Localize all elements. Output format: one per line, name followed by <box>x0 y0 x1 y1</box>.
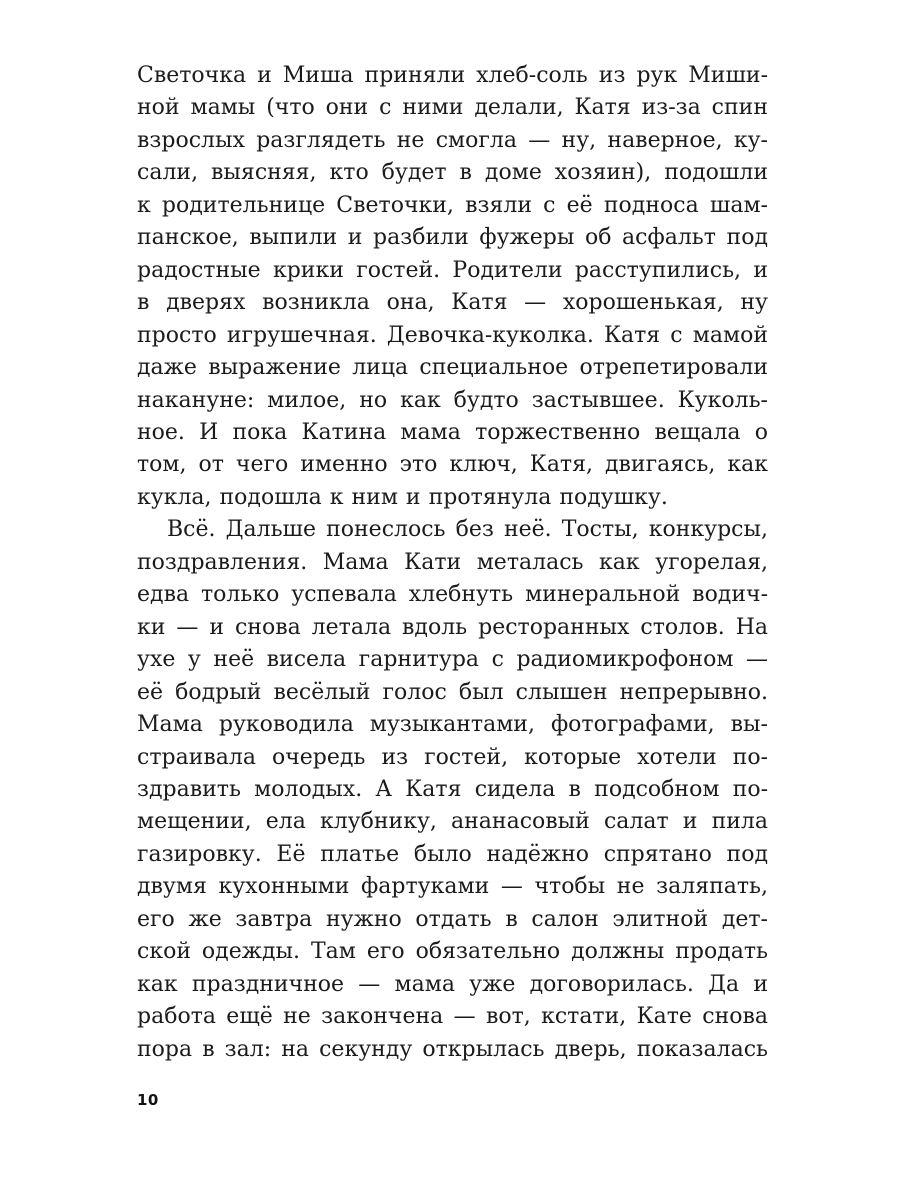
page-number: 10 <box>137 1091 159 1109</box>
text-line: ки — и снова летала вдоль ресторанных столов. На <box>137 614 768 640</box>
text-line: поздравления. Мама Кати металась как угорелая, <box>137 549 768 575</box>
text-line: работа ещё не закончена — вот, кстати, Кате снова <box>137 1004 768 1030</box>
page-text <box>137 60 768 1066</box>
text-line: том, от чего именно это ключ, Катя, двигаясь, как <box>137 452 768 478</box>
text-line: его же завтра нужно отдать в салон элитной дет- <box>137 906 768 932</box>
text-line: кукла, подошла к ним и протянула подушку. <box>137 484 668 510</box>
text-line: Всё. Дальше понеслось без неё. Тосты, конкурсы, <box>167 517 768 543</box>
text-line: двумя кухонными фартуками — чтобы не заляпать, <box>137 874 768 900</box>
text-line: ное. И пока Катина мама торжественно вещала о <box>137 419 768 445</box>
text-line: её бодрый весёлый голос был слышен непрерывно. <box>137 679 768 705</box>
text-line: как праздничное — мама уже договорилась. Да и <box>137 971 768 997</box>
text-line: взрослых разглядеть не смогла — ну, наверное, ку- <box>137 127 768 153</box>
text-line: накануне: милое, но как будто застывшее. Куколь- <box>137 387 768 413</box>
text-line: пора в зал: на секунду открылась дверь, показалась <box>137 1036 768 1062</box>
text-line: мещении, ела клубнику, ананасовый салат и пила <box>137 809 768 835</box>
text-line: сали, выясняя, кто будет в доме хозяин), подошли <box>137 160 768 186</box>
text-line: даже выражение лица специальное отрепетировали <box>137 355 768 381</box>
text-line: ской одежды. Там его обязательно должны продать <box>137 939 768 965</box>
text-line: Мама руководила музыкантами, фотографами, вы- <box>137 712 768 738</box>
text-line: ухе у неё висела гарнитура с радиомикрофоном — <box>137 647 768 673</box>
text-line: в дверях возникла она, Катя — хорошенькая, ну <box>137 290 768 316</box>
text-line: к родительнице Светочки, взяли с её подноса шам- <box>137 192 768 218</box>
text-line: радостные крики гостей. Родители расступились, и <box>137 257 768 283</box>
text-line: просто игрушечная. Девочка-куколка. Катя с мамой <box>137 322 768 348</box>
text-line: здравить молодых. А Катя сидела в подсобном по- <box>137 776 768 802</box>
text-line: ной мамы (что они с ними делали, Катя из-за спин <box>137 95 768 121</box>
text-line: страивала очередь из гостей, которые хотели по- <box>137 744 768 770</box>
text-line: едва только успевала хлебнуть минеральной водич- <box>137 582 768 608</box>
text-line: Светочка и Миша приняли хлеб-соль из рук Миши- <box>137 63 768 88</box>
text-line: панское, выпили и разбили фужеры об асфальт под <box>137 225 768 251</box>
text-line: газировку. Её платье было надёжно спрятано под <box>137 841 768 867</box>
